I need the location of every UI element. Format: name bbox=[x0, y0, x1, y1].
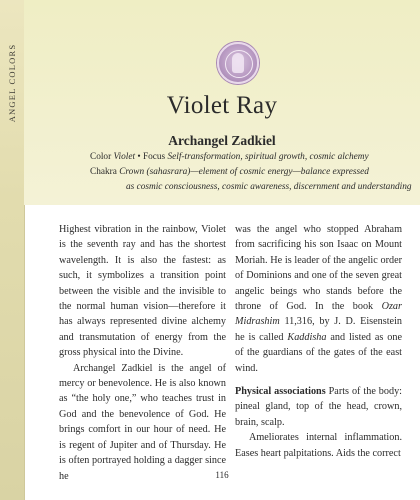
meta-bullet: • bbox=[137, 152, 141, 162]
right-column bbox=[235, 222, 402, 461]
right-p1-text-a: was the angel who stopped Abraham from sacrificing his son Isaac on Mount Moriah. He is leader of the angelic order of Dominions and one of the seven great angelic beings who stands before the throne of God. In the book bbox=[235, 224, 402, 313]
right-paragraph-1 bbox=[235, 222, 402, 376]
chakra-value: Crown (sahasrara)—element of cosmic energy—balance expressed bbox=[119, 167, 369, 177]
focus-value: Self-transformation, spiritual growth, cosmic alchemy bbox=[167, 152, 369, 162]
angel-seal-icon bbox=[217, 42, 259, 84]
page-title: Violet Ray bbox=[166, 92, 278, 119]
page-number: 116 bbox=[215, 470, 229, 480]
color-value: Violet bbox=[113, 152, 136, 162]
right-paragraph-3: Ameliorates internal inflammation. Eases heart palpitations. Aids the correct bbox=[235, 432, 402, 459]
side-tab bbox=[0, 0, 25, 500]
physical-associations-text: Parts of the body: pineal gland, top of the head, crown, brain, scalp. bbox=[235, 386, 403, 428]
meta-chakra bbox=[90, 167, 369, 177]
chakra-label: Chakra bbox=[90, 167, 117, 177]
page-subtitle: Archangel Zadkiel bbox=[168, 133, 276, 148]
physical-associations-heading: Physical associations bbox=[235, 386, 326, 398]
angel-name-kaddisha: Kaddisha bbox=[287, 331, 327, 343]
focus-label: Focus bbox=[142, 152, 166, 162]
left-paragraph-2: Archangel Zadkiel is the angel of mercy or benevolence. He is also known as “the holy one,” who teaches trust in God and the benevolence of God. He brings comfort in our hour of need. He is regent of Jupiter and of Thursday. He is often portrayed holding a dagger since he bbox=[59, 362, 226, 482]
left-paragraph-1: Highest vibration in the rainbow, Violet is the seventh ray and has the shortest wavelength. It is also the fastest: as such, it symbolizes a transition point between the visible and the invisible to the normal human vision—therefore it has always represented divine alchemy and transmutation of energy from the gross physical into the Divine. bbox=[59, 224, 226, 359]
chakra-value-2: as cosmic consciousness, cosmic awareness, discernment and understanding bbox=[126, 182, 412, 192]
side-tab-label: ANGEL COLORS bbox=[7, 43, 17, 123]
seal-figure bbox=[232, 53, 244, 73]
color-label: Color bbox=[90, 152, 112, 162]
right-paragraph-2 bbox=[235, 384, 402, 430]
right-p1-text-b: 11,316, by J. D. Eisenstein he is called bbox=[235, 316, 402, 343]
meta-chakra-cont bbox=[126, 182, 412, 192]
book-title: Ozar Midrashim bbox=[235, 301, 402, 328]
left-column bbox=[59, 222, 226, 484]
meta-color-focus bbox=[90, 152, 369, 162]
right-p1-text-c: and listed as one of the guardians of the gates of the east wind. bbox=[235, 331, 402, 374]
